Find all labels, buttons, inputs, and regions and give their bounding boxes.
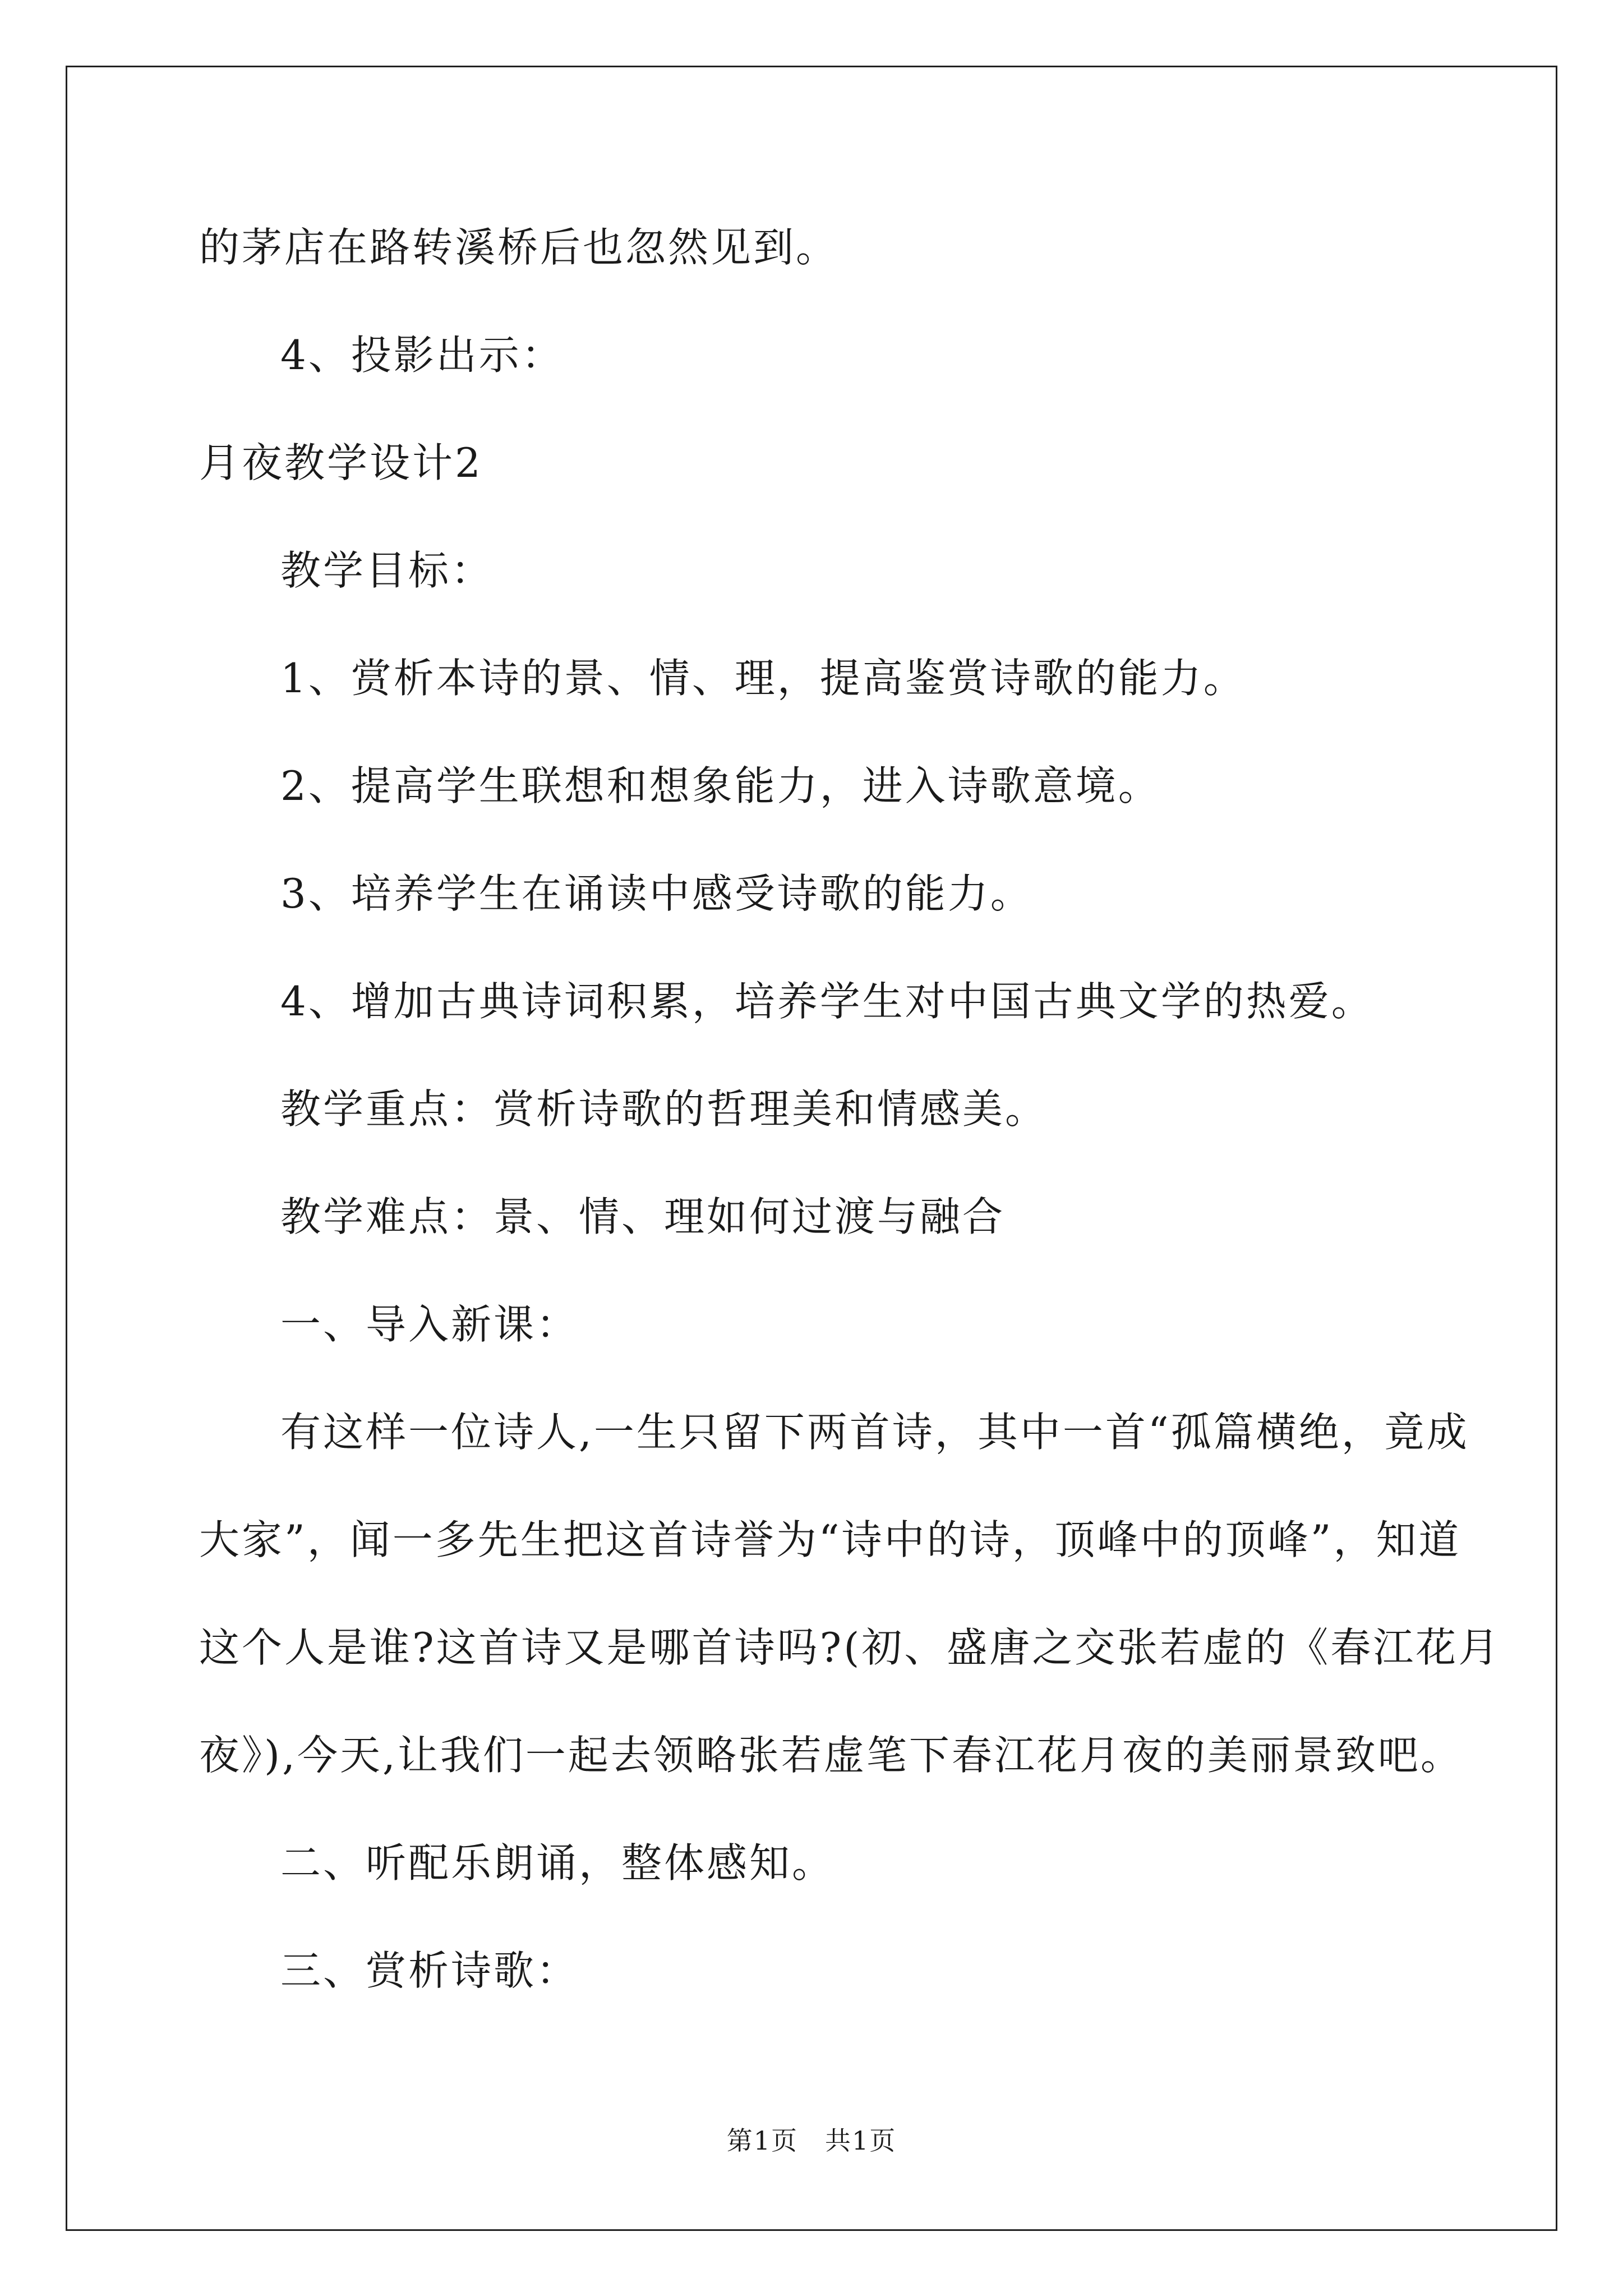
text-line: 2、提高学生联想和想象能力，进入诗歌意境。 [280, 762, 1161, 809]
text-line: 三、赏析诗歌： [280, 1947, 579, 1994]
text-line: 二、听配乐朗诵，整体感知。 [280, 1839, 835, 1887]
intro-paragraph [199, 1378, 1501, 1809]
text-line: 4、增加古典诗词积累，培养学生对中国古典文学的热爱。 [280, 978, 1374, 1025]
page-footer: 第1页 共1页 [726, 2125, 897, 2156]
paragraph-line: 夜》),今天,让我们一起去领略张若虚笔下春江花月夜的美丽景致吧。 [199, 1732, 1463, 1779]
paragraph-line: 大家”，闻一多先生把这首诗誉为“诗中的诗，顶峰中的顶峰”，知道 [199, 1516, 1461, 1563]
document-body [199, 0, 1501, 2024]
top-spacer [199, 0, 1450, 194]
text-line: 1、赏析本诗的景、情、理，提高鉴赏诗歌的能力。 [280, 655, 1246, 702]
text-line: 4、投影出示： [280, 332, 564, 379]
text-line: 教学难点：景、情、理如何过渡与融合 [280, 1193, 1006, 1240]
text-line: 的茅店在路转溪桥后也忽然见到。 [199, 224, 839, 271]
section-title: 月夜教学设计2 [199, 439, 483, 486]
text-line: 一、导入新课： [280, 1301, 579, 1348]
text-line: 教学重点：赏析诗歌的哲理美和情感美。 [280, 1085, 1048, 1133]
text-line: 3、培养学生在诵读中感受诗歌的能力。 [280, 870, 1033, 917]
text-line: 教学目标： [280, 547, 494, 594]
paragraph-line: 这个人是谁?这首诗又是哪首诗吗?(初、盛唐之交张若虚的《春江花月 [199, 1624, 1501, 1671]
paragraph-line: 有这样一位诗人,一生只留下两首诗，其中一首“孤篇横绝，竟成 [280, 1409, 1469, 1456]
